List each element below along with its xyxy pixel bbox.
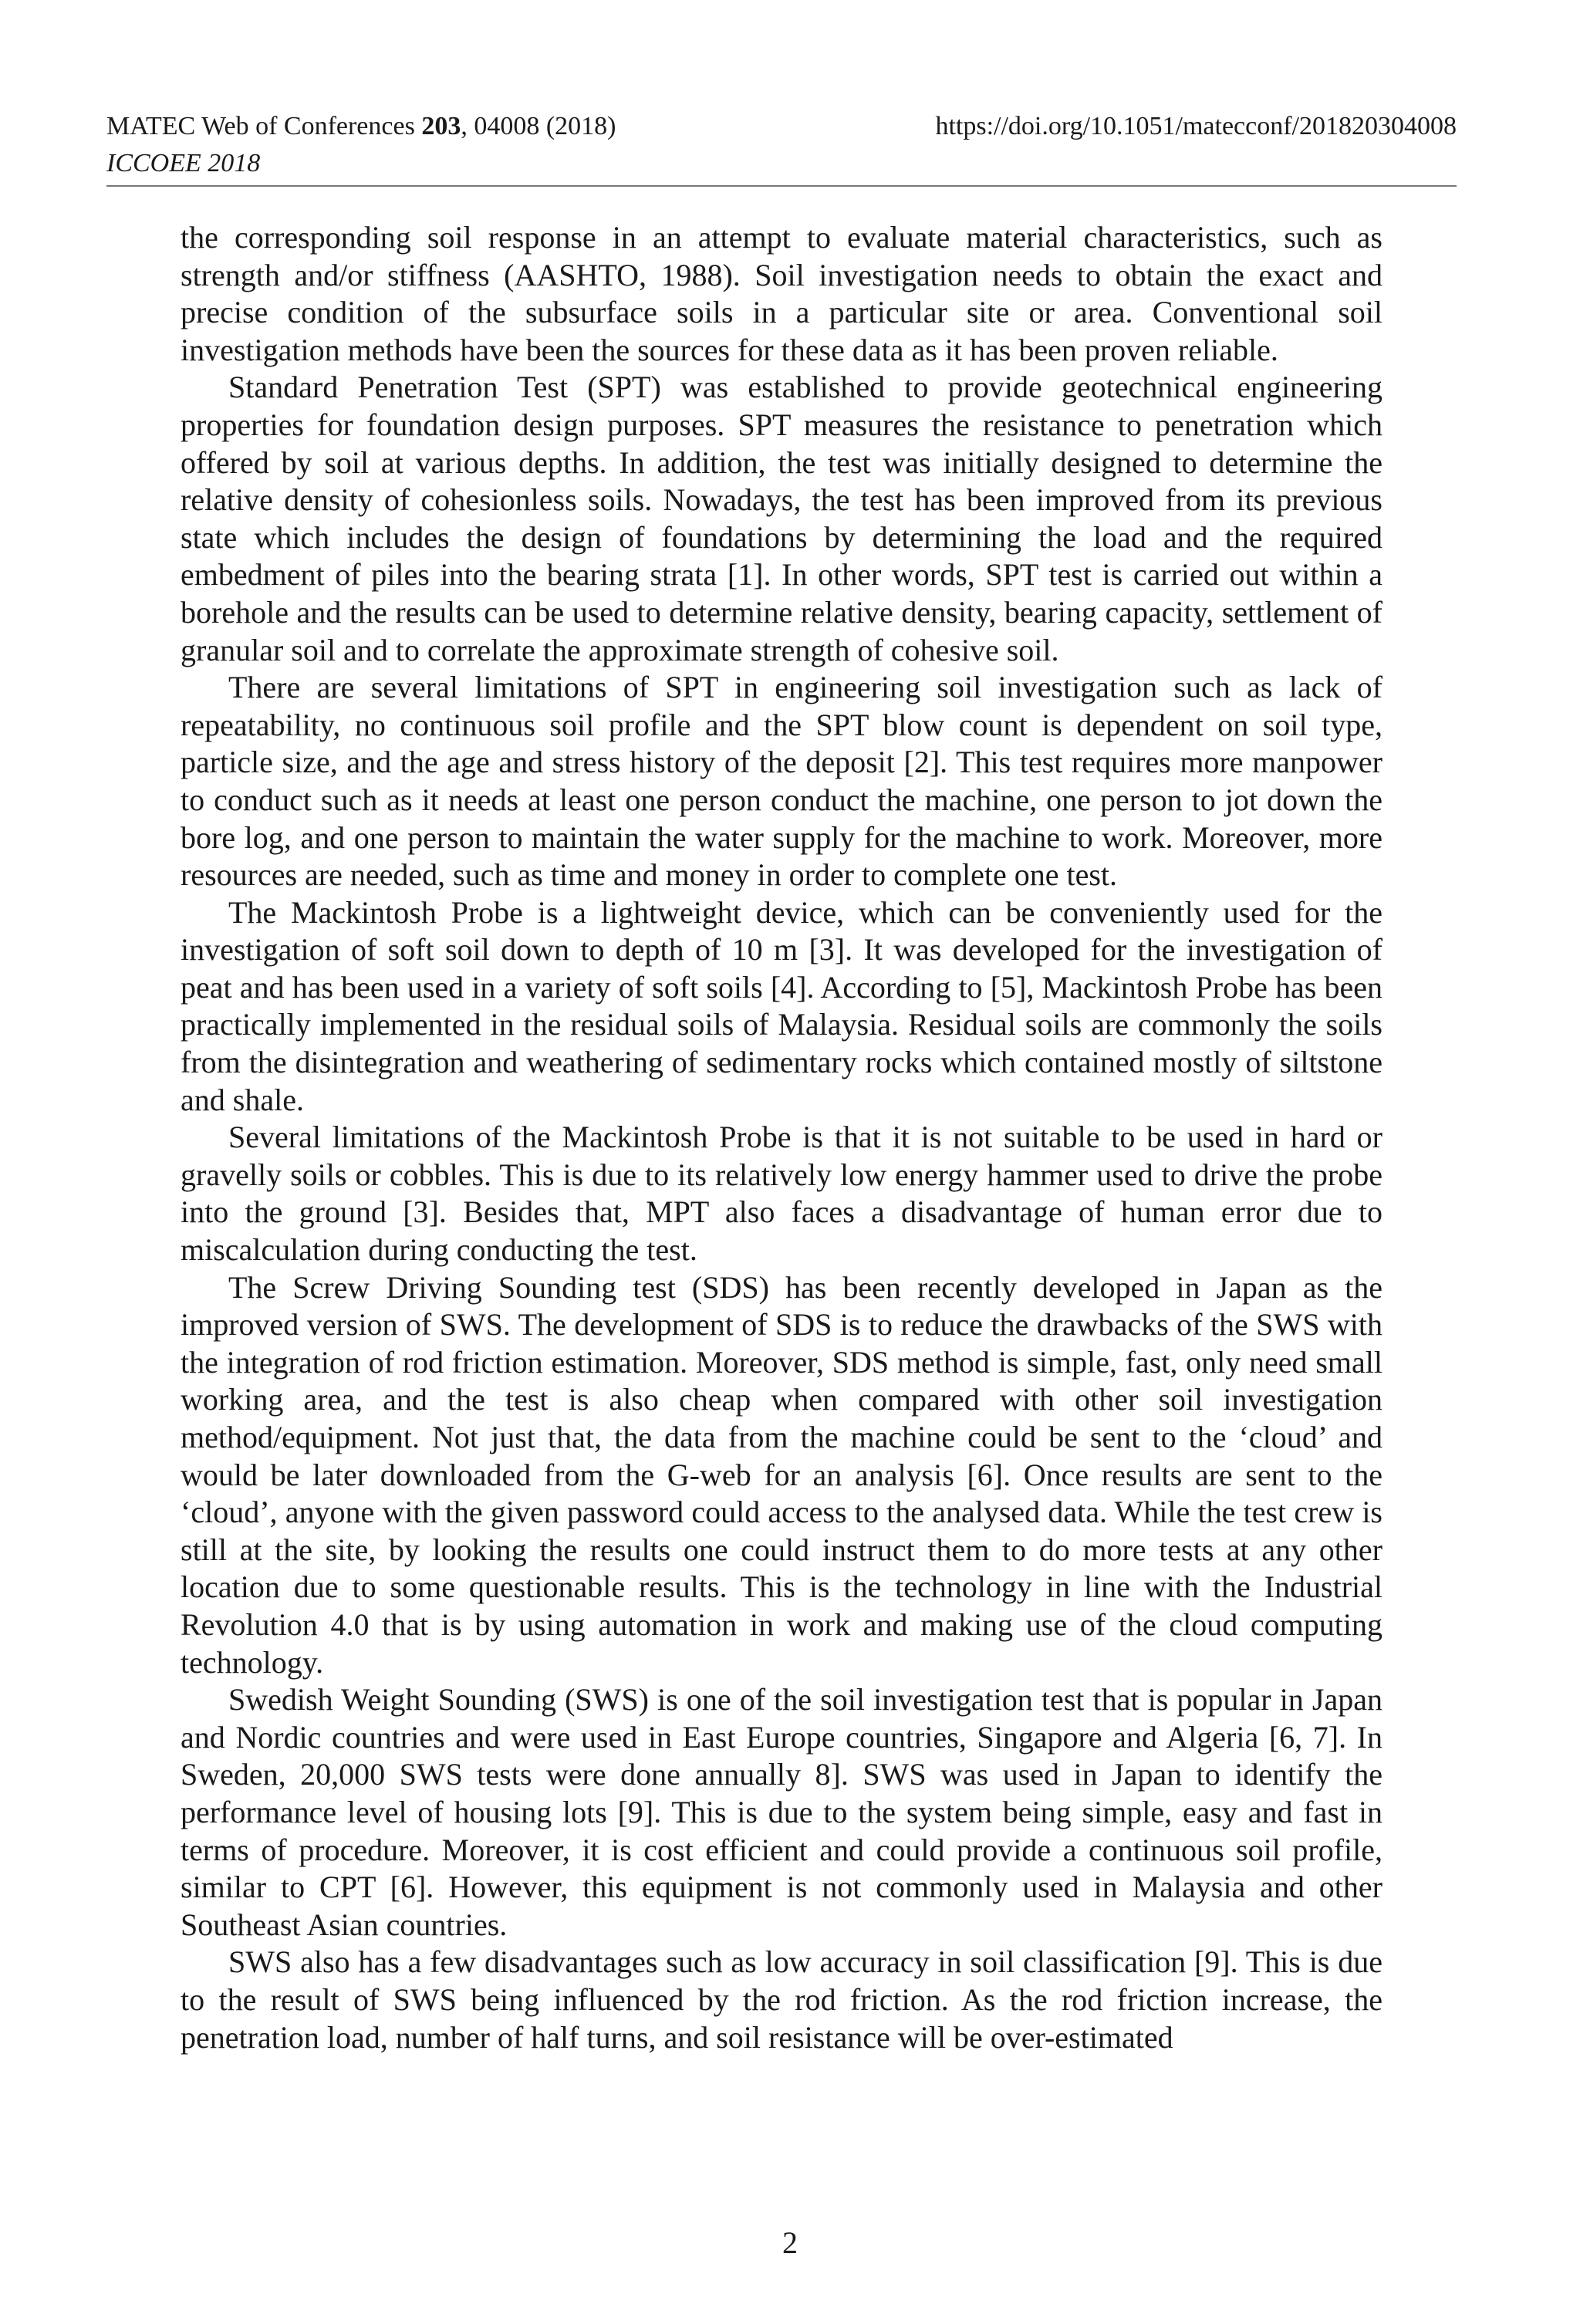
paragraph: There are several limitations of SPT in engineering soil investigation such as lack of repeatability, no continuous soil profile and the SPT blow count is dependent on soil type, particle size, and the age and stress history of the deposit [2]. This test requires more manpower to conduct such as it needs at least one person conduct the machine, one person to jot down the bore log, and one person to maintain the water supply for the machine to work. Moreover, more resources are needed, such as time and money in order to complete one test. [181, 670, 1382, 893]
paragraph: The Screw Driving Sounding test (SDS) has been recently developed in Japan as the improved version of SWS. The development of SDS is to reduce the drawbacks of the SWS with the integration of rod friction estimation. Moreover, SDS method is simple, fast, only need small working area, and the test is also cheap when compared with other soil investigation method/equipment. Not just that, the data from the machine could be sent to the ‘cloud’ and would be later downloaded from the G-web for an analysis [6]. Once results are sent to the ‘cloud’, anyone with the given password could access to the analysed data. While the test crew is still at the site, by looking the results one could instruct them to do more tests at any other location due to some questionable results. This is the technology in line with the Industrial Revolution 4.0 that is by using automation in work and making use of the cloud computing technology. [181, 1269, 1382, 1680]
doi-link[interactable]: https://doi.org/10.1051/matecconf/201820304008 [935, 112, 1457, 140]
journal-name: MATEC Web of Conferences [106, 112, 422, 140]
paragraph: the corresponding soil response in an attempt to evaluate material characteristics, such as strength and/or stiffness (AASHTO, 1988). Soil investigation needs to obtain the exact and precise condition of the subsurface soils in a particular site or area. Conventional soil investigation methods have been the sources for these data as it has been proven reliable. [181, 220, 1382, 367]
journal-volume: 203 [421, 112, 461, 140]
article-info: , 04008 (2018) [461, 112, 616, 140]
paragraph: Standard Penetration Test (SPT) was established to provide geotechnical engineering properties for foundation design purposes. SPT measures the resistance to penetration which offered by soil at various depths. In addition, the test was initially designed to determine the relative density of cohesionless soils. Nowadays, the test has been improved from its previous state which includes the design of foundations by determining the load and the required embedment of piles into the bearing strata [1]. In other words, SPT test is carried out within a borehole and the results can be used to determine relative density, bearing capacity, settlement of granular soil and to correlate the approximate strength of cohesive soil. [181, 370, 1382, 667]
header-divider [106, 185, 1457, 187]
paragraph: Swedish Weight Sounding (SWS) is one of the soil investigation test that is popular in Japan and Nordic countries and were used in East Europe countries, Singapore and Algeria [6, 7]. In Sweden, 20,000 SWS tests were done annually 8]. SWS was used in Japan to identify the performance level of housing lots [9]. This is due to the system being simple, easy and fast in terms of procedure. Moreover, it is cost efficient and could provide a continuous soil profile, similar to CPT [6]. However, this equipment is not commonly used in Malaysia and other Southeast Asian countries. [181, 1682, 1382, 1942]
paragraph: The Mackintosh Probe is a lightweight device, which can be conveniently used for the investigation of soft soil down to depth of 10 m [3]. It was developed for the investigation of peat and has been used in a variety of soft soils [4]. According to [5], Mackintosh Probe has been practically implemented in the residual soils of Malaysia. Residual soils are commonly the soils from the disintegration and weathering of sedimentary rocks which contained mostly of siltstone and shale. [181, 894, 1382, 1117]
paragraph: Several limitations of the Mackintosh Probe is that it is not suitable to be used in hard or gravelly soils or cobbles. This is due to its relatively low energy hammer used to drive the probe into the ground [3]. Besides that, MPT also faces a disadvantage of human error due to miscalculation during conducting the test. [181, 1120, 1382, 1268]
conference-name: ICCOEE 2018 [106, 149, 261, 177]
paragraph: SWS also has a few disadvantages such as low accuracy in soil classification [9]. This is due to the result of SWS being influenced by the rod friction. As the rod friction increase, the penetration load, number of half turns, and soil resistance will be over-estimated [181, 1944, 1382, 2055]
page-number: 2 [782, 2225, 798, 2260]
journal-citation [106, 108, 616, 145]
body-text [181, 219, 1382, 2056]
